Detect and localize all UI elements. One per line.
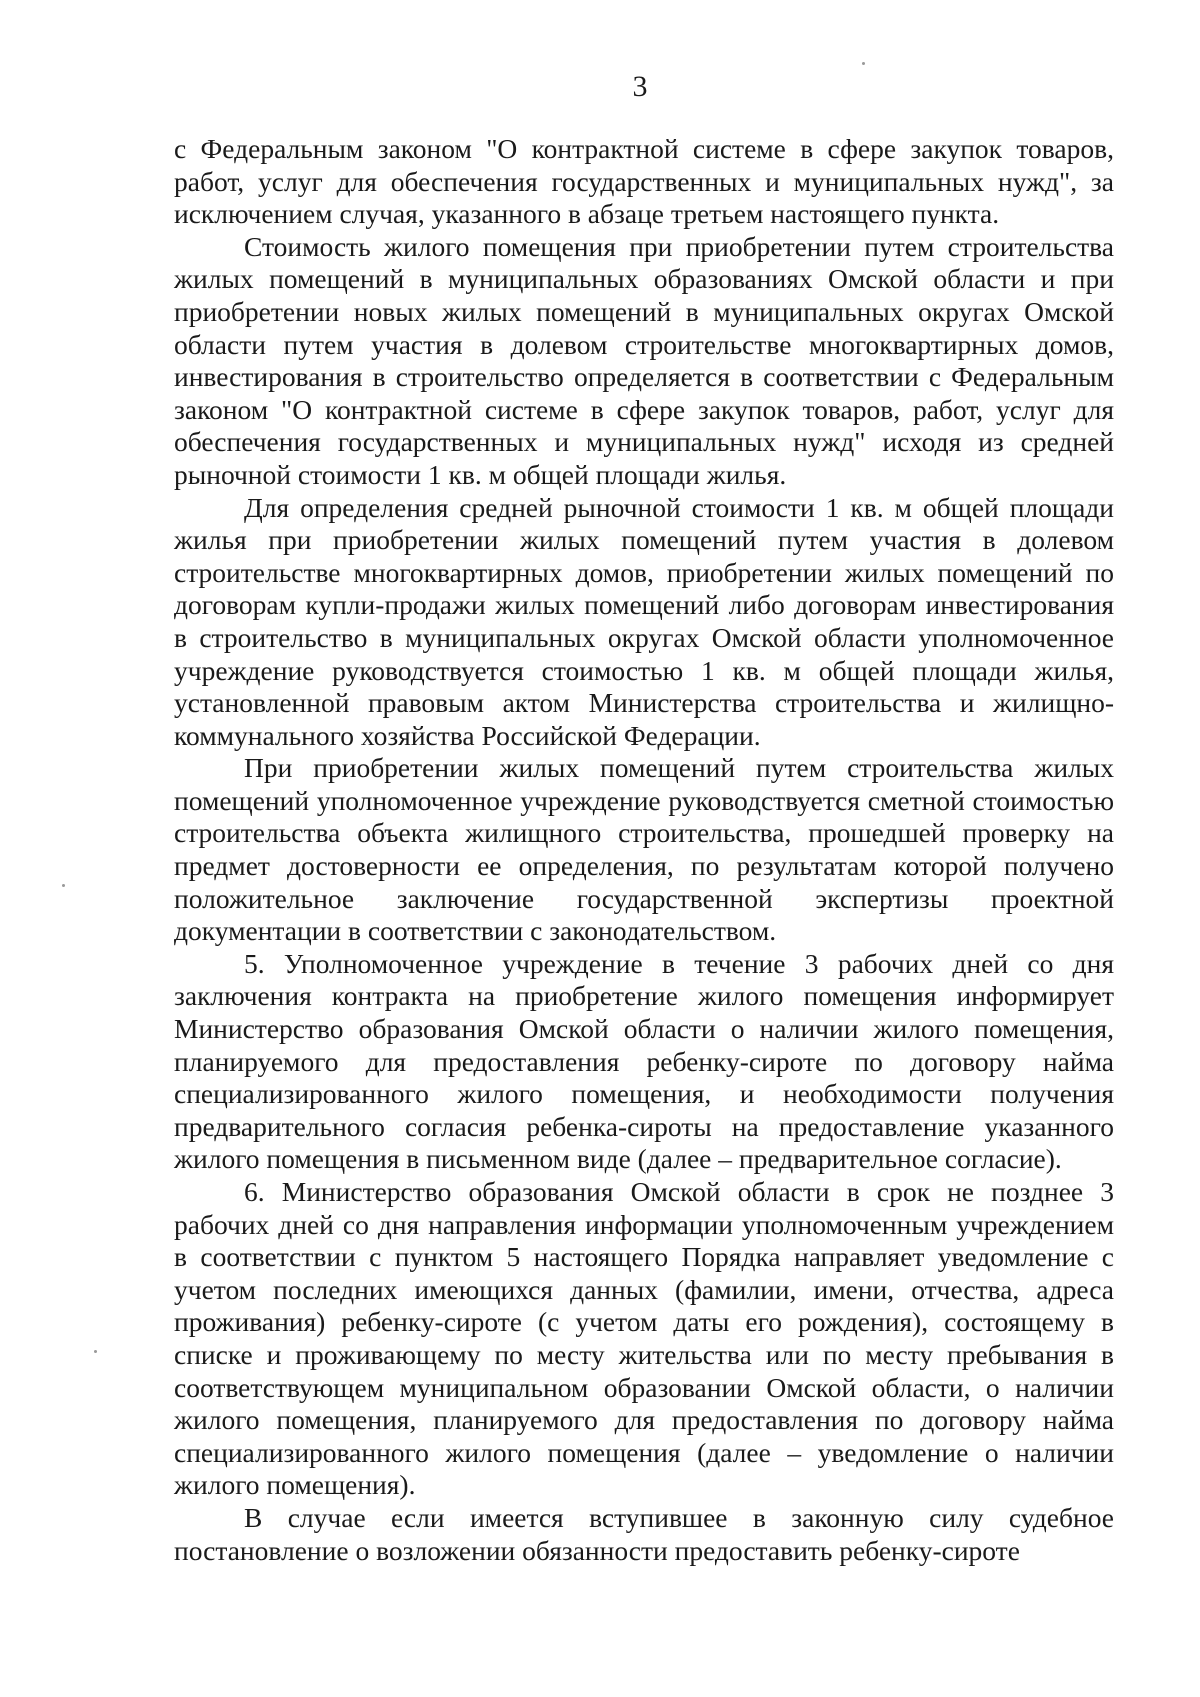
page-number: 3 bbox=[632, 70, 648, 103]
paragraph-construction-estimate: При приобретении жилых помещений путем строительства жилых помещений уполномоченное учреждение руководствуется сметной стоимостью строительства объекта жилищного строительства, прошедшей проверку на предмет достоверности ее определения, по результатам которой получено положительное заключение государственной экспертизы проектной документации в соответствии с законодательством. bbox=[174, 752, 1114, 947]
scan-speck bbox=[862, 62, 865, 65]
document-body bbox=[174, 133, 1114, 1567]
paragraph-market-price: Для определения средней рыночной стоимости 1 кв. м общей площади жилья при приобретении жилых помещений путем участия в долевом строительстве многоквартирных домов, приобретении жилых помещений по договорам купли-продажи жилых помещений либо договорам инвестирования в строительство в муниципальных округах Омской области уполномоченное учреждение руководствуется стоимостью 1 кв. м общей площади жилья, установленной правовым актом Министерства строительства и жилищно-коммунального хозяйства Российской Федерации. bbox=[174, 491, 1114, 751]
paragraph-housing-cost: Стоимость жилого помещения при приобретении путем строительства жилых помещений в муниципальных образованиях Омской области и при приобретении новых жилых помещений в муниципальных округах Омской области путем участия в долевом строительстве многоквартирных домов, инвестирования в строительство определяется в соответствии с Федеральным законом "О контрактной системе в сфере закупок товаров, работ, услуг для обеспечения государственных и муниципальных нужд" исходя из средней рыночной стоимости 1 кв. м общей площади жилья. bbox=[174, 230, 1114, 490]
scan-speck bbox=[62, 884, 65, 887]
paragraph-item-5: 5. Уполномоченное учреждение в течение 3 рабочих дней со дня заключения контракта на приобретение жилого помещения информирует Министерство образования Омской области о наличии жилого помещения, планируемого для предоставления ребенку-сироте по договору найма специализированного жилого помещения, и необходимости получения предварительного согласия ребенка-сироты на предоставление указанного жилого помещения в письменном виде (далее – предварительное согласие). bbox=[174, 947, 1114, 1175]
scan-speck bbox=[94, 1350, 97, 1353]
paragraph-court-ruling: В случае если имеется вступившее в законную силу судебное постановление о возложении обязанности предоставить ребенку-сироте bbox=[174, 1501, 1114, 1566]
paragraph-continuation: с Федеральным законом "О контрактной системе в сфере закупок товаров, работ, услуг для обеспечения государственных и муниципальных нужд", за исключением случая, указанного в абзаце третьем настоящего пункта. bbox=[174, 133, 1114, 230]
paragraph-item-6: 6. Министерство образования Омской области в срок не позднее 3 рабочих дней со дня направления информации уполномоченным учреждением в соответствии с пунктом 5 настоящего Порядка направляет уведомление с учетом последних имеющихся данных (фамилии, имени, отчества, адреса проживания) ребенку-сироте (с учетом даты его рождения), состоящему в списке и проживающему по месту жительства или по месту пребывания в соответствующем муниципальном образовании Омской области, о наличии жилого помещения, планируемого для предоставления по договору найма специализированного жилого помещения (далее – уведомление о наличии жилого помещения). bbox=[174, 1176, 1114, 1501]
